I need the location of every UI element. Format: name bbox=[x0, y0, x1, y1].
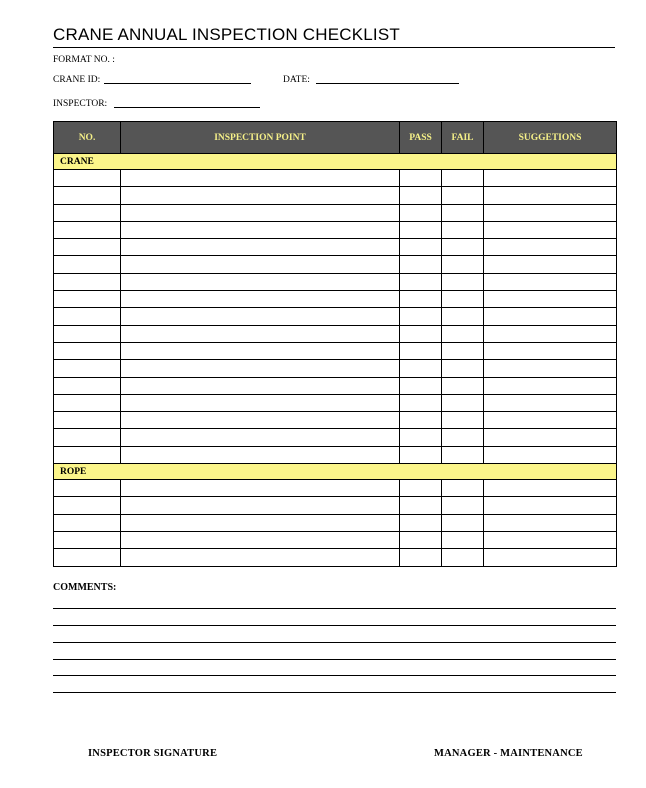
inspection-point-cell[interactable] bbox=[121, 514, 400, 531]
no-cell[interactable] bbox=[54, 497, 121, 514]
no-cell[interactable] bbox=[54, 360, 121, 377]
inspection-point-cell[interactable] bbox=[121, 497, 400, 514]
fail-cell[interactable] bbox=[442, 221, 484, 238]
pass-cell[interactable] bbox=[400, 170, 442, 187]
inspection-point-cell[interactable] bbox=[121, 187, 400, 204]
pass-cell[interactable] bbox=[400, 204, 442, 221]
pass-cell[interactable] bbox=[400, 187, 442, 204]
pass-cell[interactable] bbox=[400, 273, 442, 290]
suggetions-cell[interactable] bbox=[484, 308, 617, 325]
suggetions-cell[interactable] bbox=[484, 256, 617, 273]
table-header-row bbox=[54, 122, 617, 154]
fail-cell[interactable] bbox=[442, 342, 484, 359]
table-row bbox=[54, 514, 617, 531]
suggetions-cell[interactable] bbox=[484, 497, 617, 514]
suggetions-cell[interactable] bbox=[484, 480, 617, 497]
fail-cell[interactable] bbox=[442, 291, 484, 308]
inspection-point-cell[interactable] bbox=[121, 239, 400, 256]
table-row bbox=[54, 446, 617, 463]
inspection-point-cell[interactable] bbox=[121, 256, 400, 273]
fail-cell[interactable] bbox=[442, 514, 484, 531]
inspection-point-cell[interactable] bbox=[121, 360, 400, 377]
pass-cell[interactable] bbox=[400, 239, 442, 256]
table-row bbox=[54, 342, 617, 359]
no-cell[interactable] bbox=[54, 291, 121, 308]
inspector-field[interactable] bbox=[114, 107, 260, 108]
inspector-signature-label: INSPECTOR SIGNATURE bbox=[88, 748, 218, 759]
table-row bbox=[54, 308, 617, 325]
pass-cell[interactable] bbox=[400, 429, 442, 446]
no-cell[interactable] bbox=[54, 308, 121, 325]
pass-cell[interactable] bbox=[400, 497, 442, 514]
comment-line[interactable] bbox=[53, 608, 616, 609]
fail-cell[interactable] bbox=[442, 480, 484, 497]
pass-cell[interactable] bbox=[400, 221, 442, 238]
inspection-point-cell[interactable] bbox=[121, 308, 400, 325]
fail-cell[interactable] bbox=[442, 531, 484, 548]
table-row bbox=[54, 291, 617, 308]
suggetions-cell[interactable] bbox=[484, 514, 617, 531]
inspection-point-cell[interactable] bbox=[121, 429, 400, 446]
inspection-point-cell[interactable] bbox=[121, 394, 400, 411]
fail-cell[interactable] bbox=[442, 360, 484, 377]
pass-cell[interactable] bbox=[400, 412, 442, 429]
section-row-crane bbox=[54, 154, 617, 170]
no-cell[interactable] bbox=[54, 221, 121, 238]
table-row bbox=[54, 239, 617, 256]
comments-label: COMMENTS: bbox=[53, 582, 117, 593]
table-row bbox=[54, 170, 617, 187]
table-row bbox=[54, 325, 617, 342]
format-no-label: FORMAT NO. : bbox=[53, 55, 115, 65]
inspection-point-cell[interactable] bbox=[121, 342, 400, 359]
fail-cell[interactable] bbox=[442, 412, 484, 429]
suggetions-cell[interactable] bbox=[484, 549, 617, 566]
pass-cell[interactable] bbox=[400, 360, 442, 377]
crane-id-field[interactable] bbox=[104, 83, 251, 84]
no-cell[interactable] bbox=[54, 412, 121, 429]
table-row bbox=[54, 429, 617, 446]
no-cell[interactable] bbox=[54, 273, 121, 290]
comment-line[interactable] bbox=[53, 642, 616, 643]
pass-cell[interactable] bbox=[400, 446, 442, 463]
suggetions-cell[interactable] bbox=[484, 170, 617, 187]
no-cell[interactable] bbox=[54, 514, 121, 531]
suggetions-cell[interactable] bbox=[484, 342, 617, 359]
inspection-point-cell[interactable] bbox=[121, 549, 400, 566]
inspection-point-cell[interactable] bbox=[121, 446, 400, 463]
fail-cell[interactable] bbox=[442, 256, 484, 273]
suggetions-cell[interactable] bbox=[484, 204, 617, 221]
table-row bbox=[54, 549, 617, 566]
no-cell[interactable] bbox=[54, 256, 121, 273]
table-row bbox=[54, 480, 617, 497]
inspector-label: INSPECTOR: bbox=[53, 99, 108, 109]
fail-cell[interactable] bbox=[442, 394, 484, 411]
date-field[interactable] bbox=[316, 83, 459, 84]
inspection-point-cell[interactable] bbox=[121, 204, 400, 221]
pass-cell[interactable] bbox=[400, 549, 442, 566]
fail-cell[interactable] bbox=[442, 187, 484, 204]
column-header-no: NO. bbox=[54, 122, 121, 154]
suggetions-cell[interactable] bbox=[484, 377, 617, 394]
no-cell[interactable] bbox=[54, 394, 121, 411]
pass-cell[interactable] bbox=[400, 377, 442, 394]
comment-line[interactable] bbox=[53, 625, 616, 626]
table-row bbox=[54, 394, 617, 411]
column-header-inspection-point: INSPECTION POINT bbox=[121, 122, 400, 154]
fail-cell[interactable] bbox=[442, 549, 484, 566]
table-row bbox=[54, 273, 617, 290]
column-header-pass: PASS bbox=[400, 122, 442, 154]
fail-cell[interactable] bbox=[442, 273, 484, 290]
table-row bbox=[54, 497, 617, 514]
suggetions-cell[interactable] bbox=[484, 273, 617, 290]
table-row bbox=[54, 360, 617, 377]
comment-line[interactable] bbox=[53, 692, 616, 693]
suggetions-cell[interactable] bbox=[484, 394, 617, 411]
inspection-point-cell[interactable] bbox=[121, 480, 400, 497]
pass-cell[interactable] bbox=[400, 291, 442, 308]
section-label: CRANE bbox=[54, 154, 617, 170]
no-cell[interactable] bbox=[54, 204, 121, 221]
inspection-point-cell[interactable] bbox=[121, 377, 400, 394]
table-row bbox=[54, 412, 617, 429]
inspection-point-cell[interactable] bbox=[121, 273, 400, 290]
suggetions-cell[interactable] bbox=[484, 360, 617, 377]
suggetions-cell[interactable] bbox=[484, 531, 617, 548]
inspection-point-cell[interactable] bbox=[121, 531, 400, 548]
fail-cell[interactable] bbox=[442, 170, 484, 187]
table-row bbox=[54, 204, 617, 221]
inspection-point-cell[interactable] bbox=[121, 325, 400, 342]
fail-cell[interactable] bbox=[442, 239, 484, 256]
column-header-suggetions: SUGGETIONS bbox=[484, 122, 617, 154]
crane-id-label: CRANE ID: bbox=[53, 75, 101, 85]
no-cell[interactable] bbox=[54, 446, 121, 463]
no-cell[interactable] bbox=[54, 549, 121, 566]
inspection-point-cell[interactable] bbox=[121, 291, 400, 308]
manager-signature-label: MANAGER - MAINTENANCE bbox=[434, 748, 583, 759]
fail-cell[interactable] bbox=[442, 429, 484, 446]
no-cell[interactable] bbox=[54, 429, 121, 446]
fail-cell[interactable] bbox=[442, 204, 484, 221]
suggetions-cell[interactable] bbox=[484, 239, 617, 256]
column-header-fail: FAIL bbox=[442, 122, 484, 154]
pass-cell[interactable] bbox=[400, 342, 442, 359]
pass-cell[interactable] bbox=[400, 514, 442, 531]
pass-cell[interactable] bbox=[400, 394, 442, 411]
pass-cell[interactable] bbox=[400, 480, 442, 497]
suggetions-cell[interactable] bbox=[484, 187, 617, 204]
table-row bbox=[54, 256, 617, 273]
pass-cell[interactable] bbox=[400, 256, 442, 273]
inspection-point-cell[interactable] bbox=[121, 221, 400, 238]
suggetions-cell[interactable] bbox=[484, 291, 617, 308]
date-label: DATE: bbox=[283, 75, 310, 85]
pass-cell[interactable] bbox=[400, 325, 442, 342]
comment-line[interactable] bbox=[53, 675, 616, 676]
table-row bbox=[54, 221, 617, 238]
no-cell[interactable] bbox=[54, 239, 121, 256]
no-cell[interactable] bbox=[54, 187, 121, 204]
table-row bbox=[54, 187, 617, 204]
page-title: CRANE ANNUAL INSPECTION CHECKLIST bbox=[53, 24, 615, 48]
suggetions-cell[interactable] bbox=[484, 429, 617, 446]
no-cell[interactable] bbox=[54, 480, 121, 497]
inspection-table bbox=[53, 121, 617, 567]
table-row bbox=[54, 377, 617, 394]
suggetions-cell[interactable] bbox=[484, 325, 617, 342]
inspection-point-cell[interactable] bbox=[121, 170, 400, 187]
section-label: ROPE bbox=[54, 464, 617, 480]
fail-cell[interactable] bbox=[442, 325, 484, 342]
suggetions-cell[interactable] bbox=[484, 412, 617, 429]
section-row-rope bbox=[54, 464, 617, 480]
suggetions-cell[interactable] bbox=[484, 446, 617, 463]
suggetions-cell[interactable] bbox=[484, 221, 617, 238]
no-cell[interactable] bbox=[54, 531, 121, 548]
no-cell[interactable] bbox=[54, 325, 121, 342]
fail-cell[interactable] bbox=[442, 446, 484, 463]
fail-cell[interactable] bbox=[442, 497, 484, 514]
fail-cell[interactable] bbox=[442, 377, 484, 394]
no-cell[interactable] bbox=[54, 377, 121, 394]
inspection-point-cell[interactable] bbox=[121, 412, 400, 429]
fail-cell[interactable] bbox=[442, 308, 484, 325]
table-row bbox=[54, 531, 617, 548]
comment-line[interactable] bbox=[53, 659, 616, 660]
pass-cell[interactable] bbox=[400, 531, 442, 548]
no-cell[interactable] bbox=[54, 170, 121, 187]
pass-cell[interactable] bbox=[400, 308, 442, 325]
no-cell[interactable] bbox=[54, 342, 121, 359]
